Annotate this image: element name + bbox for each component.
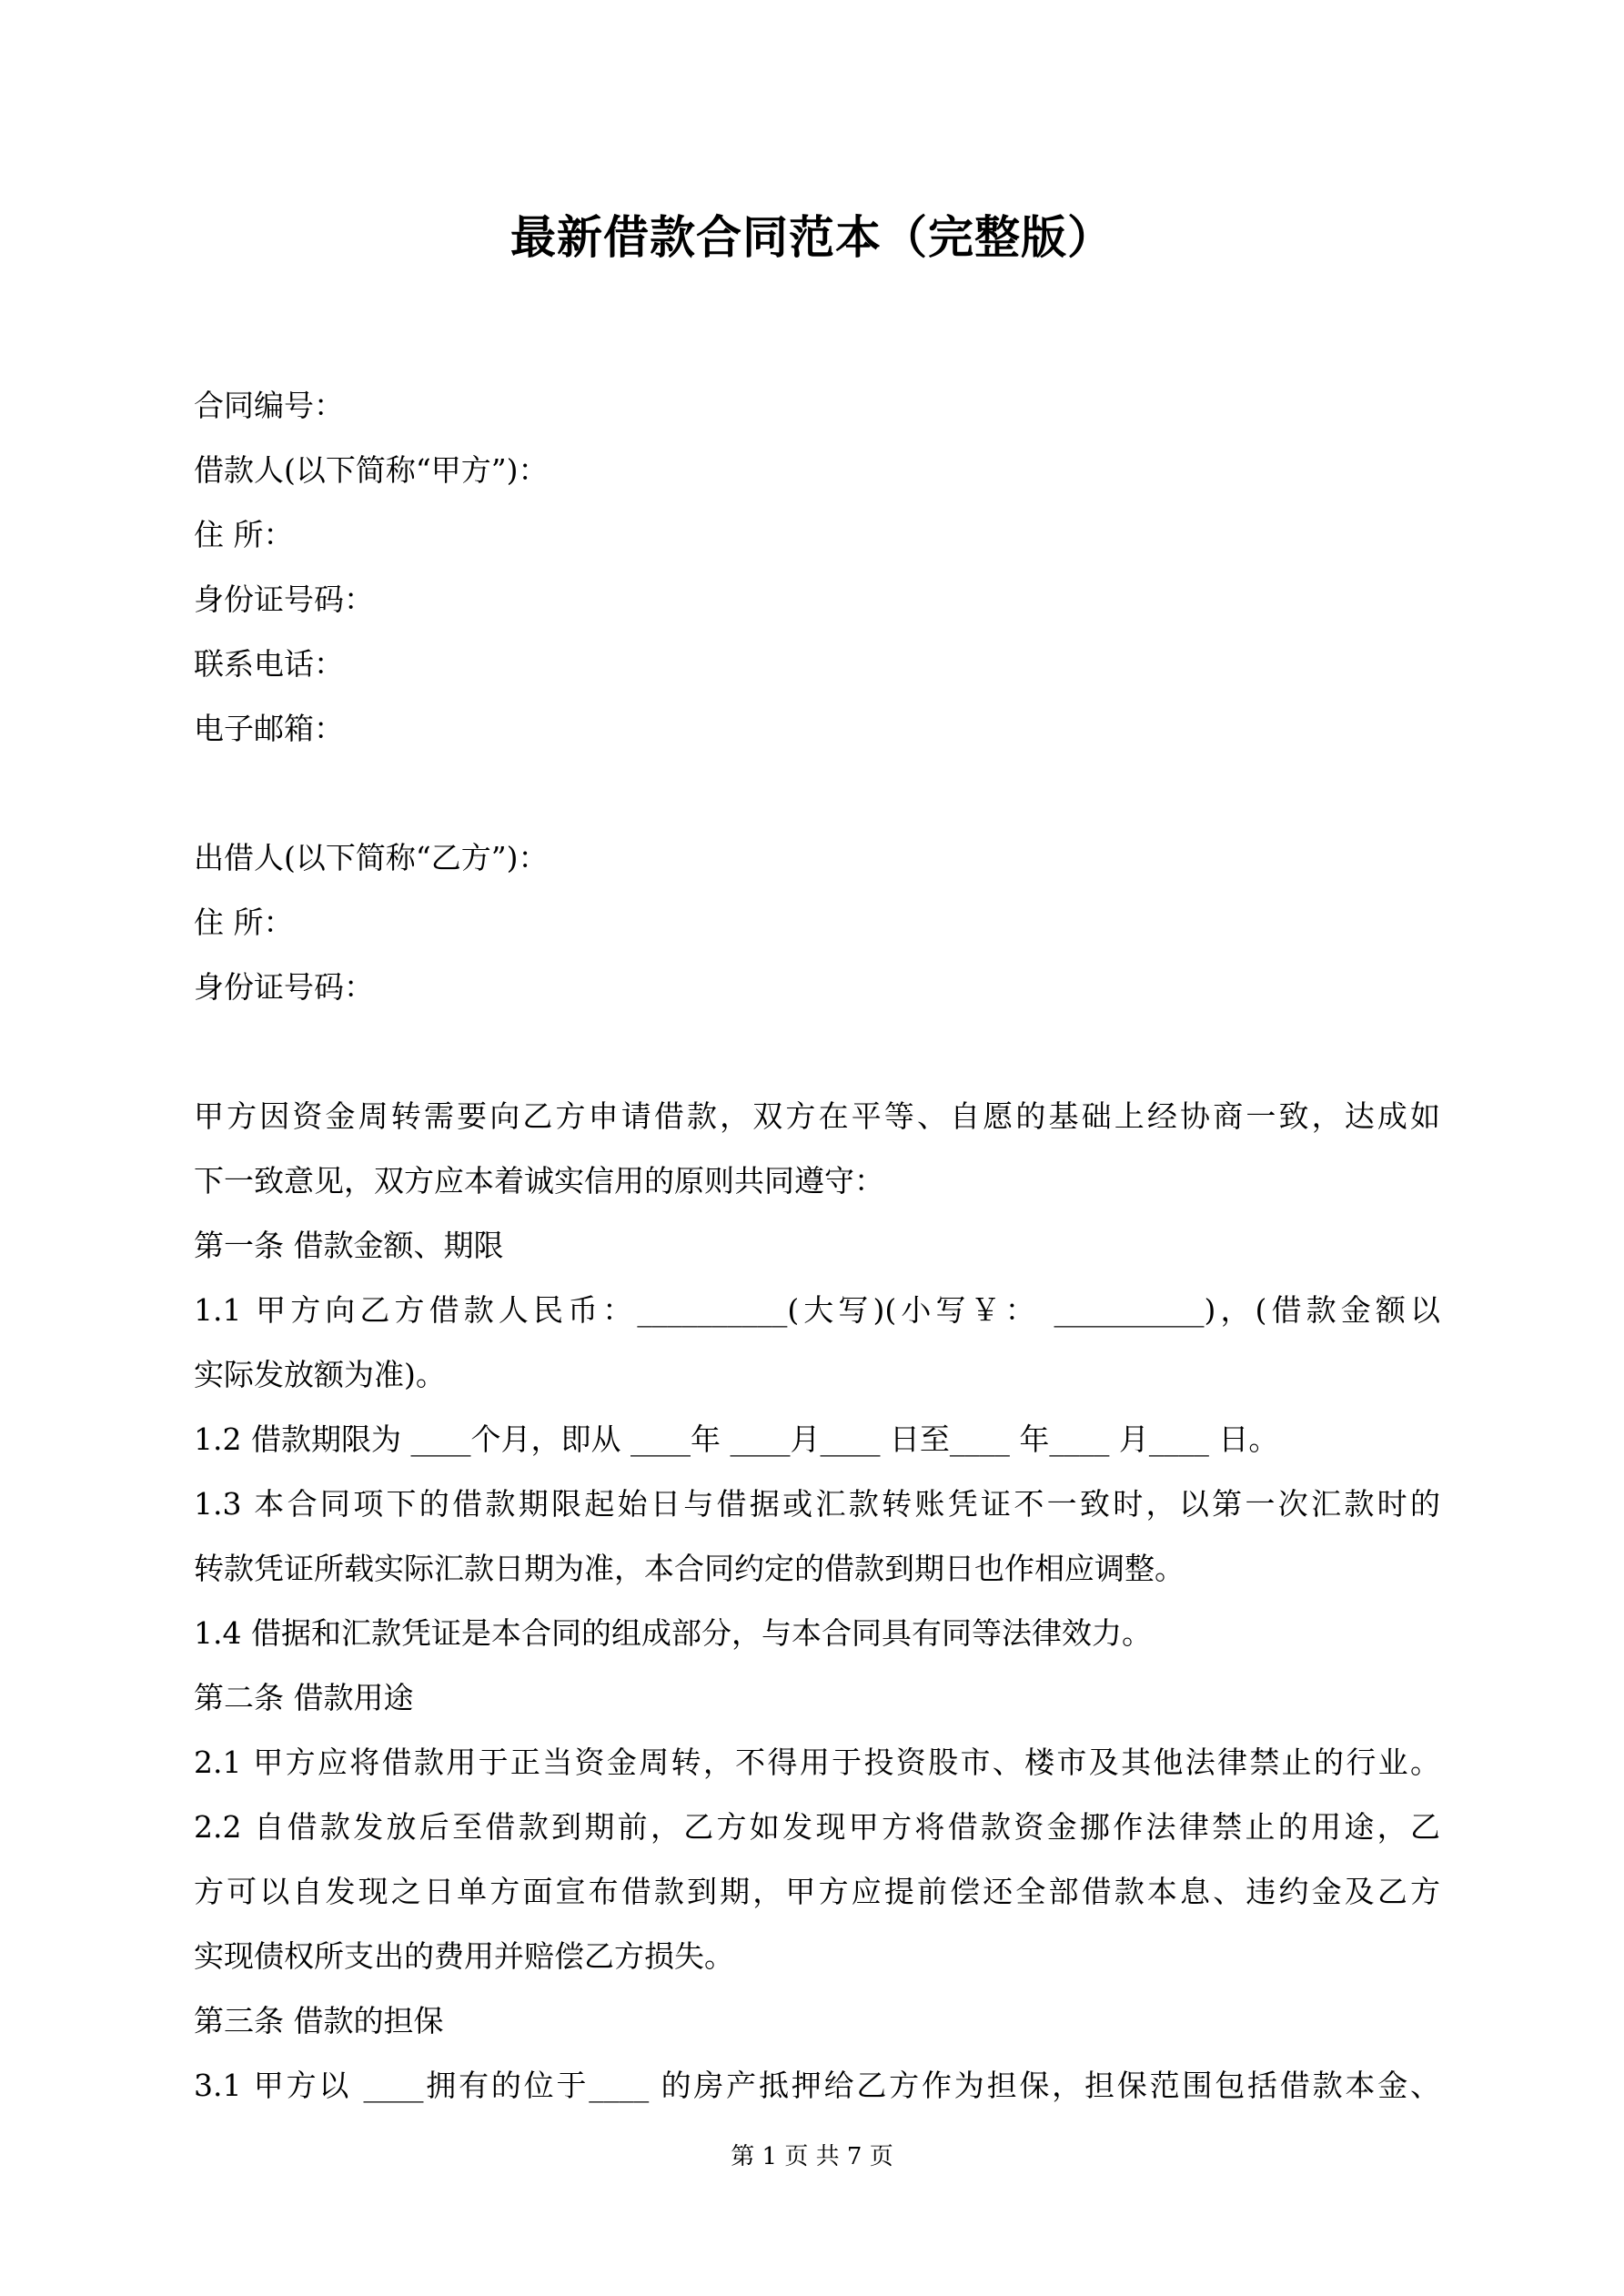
lender-line: 出借人(以下简称“乙方”)： (194, 840, 549, 875)
borrower-email-line: 电子邮箱： (194, 711, 344, 746)
preamble-line: 甲方因资金周转需要向乙方申请借款，双方在平等、自愿的基础上经协商一致，达成如 (194, 1098, 1440, 1134)
borrower-phone-line: 联系电话： (194, 646, 344, 682)
clause-2-2: 2.2 自借款发放后至借款到期前，乙方如发现甲方将借款资金挪作法律禁止的用途，乙 (194, 1809, 1440, 1845)
page-footer: 第 1 页 共 7 页 (731, 2143, 893, 2170)
borrower-address-line: 住 所： (194, 517, 294, 552)
spacer (194, 1019, 1440, 1084)
clause-2-2-cont: 实现债权所支出的费用并赔偿乙方损失。 (194, 1938, 734, 1974)
borrower-line: 借款人(以下简称“甲方”)： (194, 452, 549, 488)
preamble-line: 下一致意见，双方应本着诚实信用的原则共同遵守： (194, 1163, 884, 1199)
document-title: 最新借款合同范本（完整版） (510, 210, 1114, 264)
clause-1-3-cont: 转款凭证所载实际汇款日期为准，本合同约定的借款到期日也作相应调整。 (194, 1551, 1185, 1586)
lender-id-line: 身份证号码： (194, 969, 374, 1005)
clause-1-1: 1.1 甲方向乙方借款人民币：__________(大写)(小写￥： __________)，(借款金额以 (194, 1292, 1440, 1328)
clause-3-1: 3.1 甲方以 ____拥有的位于____ 的房产抵押给乙方作为担保，担保范围包括借款本金、 (194, 2068, 1440, 2103)
clause-1-4: 1.4 借据和汇款凭证是本合同的组成部分，与本合同具有同等法律效力。 (194, 1615, 1152, 1651)
document-body (194, 373, 1440, 2118)
clause-1-3: 1.3 本合同项下的借款期限起始日与借据或汇款转账凭证不一致时，以第一次汇款时的 (194, 1486, 1440, 1522)
clause-1-1-cont: 实际发放额为准)。 (194, 1357, 446, 1392)
article-1-heading: 第一条 借款金额、期限 (194, 1228, 504, 1263)
clause-1-2: 1.2 借款期限为 ____个月，即从 ____年 ____月____ 日至____ 年____ 月____ 日。 (194, 1421, 1279, 1457)
contract-number-line: 合同编号： (194, 388, 344, 423)
borrower-id-line: 身份证号码： (194, 582, 374, 617)
clause-2-1: 2.1 甲方应将借款用于正当资金周转，不得用于投资股市、楼市及其他法律禁止的行业。 (194, 1745, 1440, 1780)
lender-address-line: 住 所： (194, 905, 294, 940)
article-3-heading: 第三条 借款的担保 (194, 2003, 444, 2038)
spacer (194, 761, 1440, 825)
clause-2-2-cont: 方可以自发现之日单方面宣布借款到期，甲方应提前偿还全部借款本息、违约金及乙方 (194, 1874, 1440, 1909)
article-2-heading: 第二条 借款用途 (194, 1680, 414, 1715)
